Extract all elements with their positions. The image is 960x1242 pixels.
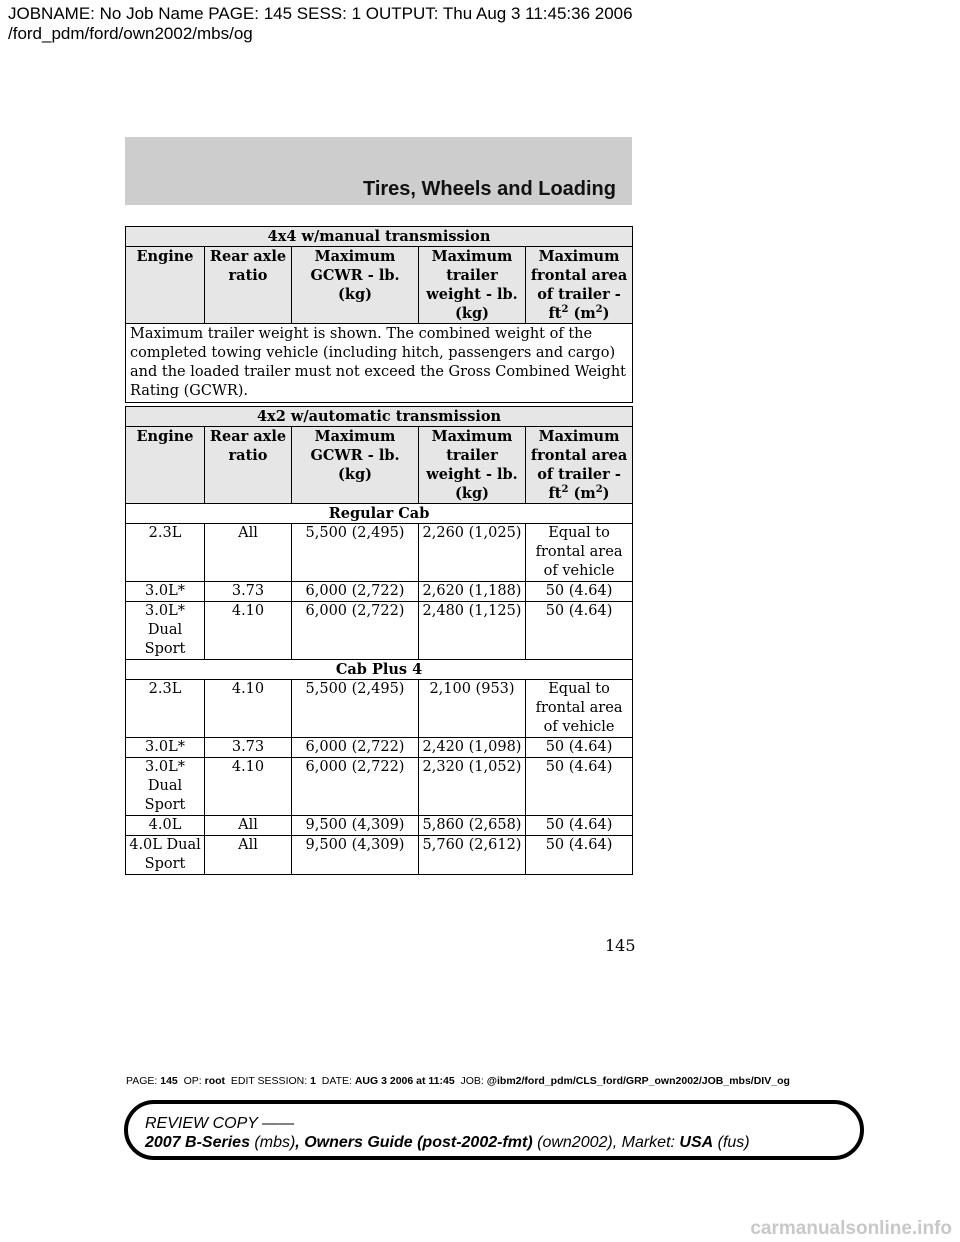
cell-engine: 3.0L* Dual Sport <box>126 602 205 660</box>
cell-frontal-area: 50 (4.64) <box>526 582 633 602</box>
job-header-line1: JOBNAME: No Job Name PAGE: 145 SESS: 1 OUTPUT: Thu Aug 3 11:45:36 2006 <box>8 4 633 23</box>
cell-gcwr: 9,500 (4,309) <box>292 816 419 836</box>
cell-trailer-weight: 2,320 (1,052) <box>419 758 526 816</box>
cell-gcwr: 5,500 (2,495) <box>292 524 419 582</box>
table1-header-engine: Engine <box>126 247 205 324</box>
cell-axle: All <box>205 816 292 836</box>
cell-engine: 4.0L <box>126 816 205 836</box>
table-row <box>126 680 633 738</box>
cell-gcwr: 6,000 (2,722) <box>292 738 419 758</box>
section-header-band <box>125 137 632 205</box>
table1-note: Maximum trailer weight is shown. The combined weight of the completed towing vehicle (including hitch, passengers and cargo) and the loaded trailer must not exceed the Gross Combined Weight Rating (GCWR). <box>126 324 633 403</box>
group-cab-plus-4: Cab Plus 4 <box>126 660 633 680</box>
cell-gcwr: 6,000 (2,722) <box>292 602 419 660</box>
cell-engine: 2.3L <box>126 524 205 582</box>
cell-axle: All <box>205 836 292 875</box>
cell-axle: All <box>205 524 292 582</box>
section-title: Tires, Wheels and Loading <box>362 178 616 200</box>
cell-engine: 4.0L Dual Sport <box>126 836 205 875</box>
table-4x2-automatic <box>125 406 633 875</box>
cell-trailer-weight: 2,260 (1,025) <box>419 524 526 582</box>
review-copy-text <box>145 1114 750 1152</box>
table2-header-trailer-weight: Maximum trailer weight - lb. (kg) <box>419 427 526 504</box>
watermark-logo: carmanualsonline.info <box>750 1218 952 1239</box>
cell-frontal-area: 50 (4.64) <box>526 738 633 758</box>
cell-gcwr: 6,000 (2,722) <box>292 582 419 602</box>
table-row <box>126 758 633 816</box>
cell-engine: 3.0L* <box>126 738 205 758</box>
cell-frontal-area: Equal to frontal area of vehicle <box>526 524 633 582</box>
cell-axle: 3.73 <box>205 582 292 602</box>
table2-header-row <box>126 427 633 504</box>
cell-axle: 4.10 <box>205 602 292 660</box>
table2-header-gcwr: Maximum GCWR - lb. (kg) <box>292 427 419 504</box>
review-copy-label: REVIEW COPY —— <box>145 1115 295 1132</box>
table2-caption: 4x2 w/automatic transmission <box>126 407 633 427</box>
footer-job-info: PAGE: 145 OP: root EDIT SESSION: 1 DATE: AUG 3 2006 at 11:45 JOB: @ibm2/ford_pdm/CLS_ford/GRP_own2002/JOB_mbs/DIV_og <box>126 1075 790 1087</box>
table-row <box>126 524 633 582</box>
cell-trailer-weight: 5,860 (2,658) <box>419 816 526 836</box>
cell-engine: 3.0L* <box>126 582 205 602</box>
group-regular-cab: Regular Cab <box>126 504 633 524</box>
table-row <box>126 582 633 602</box>
table-row <box>126 816 633 836</box>
cell-trailer-weight: 5,760 (2,612) <box>419 836 526 875</box>
cell-trailer-weight: 2,100 (953) <box>419 680 526 738</box>
table1-header-trailer-weight: Maximum trailer weight - lb. (kg) <box>419 247 526 324</box>
cell-engine: 2.3L <box>126 680 205 738</box>
job-header <box>8 4 633 44</box>
table1-header-gcwr: Maximum GCWR - lb. (kg) <box>292 247 419 324</box>
cell-gcwr: 5,500 (2,495) <box>292 680 419 738</box>
table1-caption: 4x4 w/manual transmission <box>126 227 633 247</box>
cell-frontal-area: 50 (4.64) <box>526 836 633 875</box>
cell-frontal-area: 50 (4.64) <box>526 816 633 836</box>
cell-frontal-area: 50 (4.64) <box>526 758 633 816</box>
table2-header-engine: Engine <box>126 427 205 504</box>
cell-frontal-area: Equal to frontal area of vehicle <box>526 680 633 738</box>
cell-gcwr: 9,500 (4,309) <box>292 836 419 875</box>
table1-header-axle: Rear axle ratio <box>205 247 292 324</box>
table1-header-row <box>126 247 633 324</box>
cell-axle: 3.73 <box>205 738 292 758</box>
job-header-line2: /ford_pdm/ford/own2002/mbs/og <box>8 24 253 43</box>
cell-trailer-weight: 2,420 (1,098) <box>419 738 526 758</box>
cell-gcwr: 6,000 (2,722) <box>292 758 419 816</box>
table-row <box>126 738 633 758</box>
cell-trailer-weight: 2,620 (1,188) <box>419 582 526 602</box>
page-number: 145 <box>605 936 636 955</box>
cell-axle: 4.10 <box>205 680 292 738</box>
review-copy-details: 2007 B-Series (mbs), Owners Guide (post-2002-fmt) (own2002), Market: USA (fus) <box>145 1134 750 1151</box>
cell-frontal-area: 50 (4.64) <box>526 602 633 660</box>
table1-header-frontal-area: Maximum frontal area of trailer - $ft^2$ $(m^2)$ <box>526 247 633 324</box>
table2-header-axle: Rear axle ratio <box>205 427 292 504</box>
cell-engine: 3.0L* Dual Sport <box>126 758 205 816</box>
cell-trailer-weight: 2,480 (1,125) <box>419 602 526 660</box>
table-row <box>126 602 633 660</box>
table2-header-frontal-area: Maximum frontal area of trailer - $ft^2$ $(m^2)$ <box>526 427 633 504</box>
cell-axle: 4.10 <box>205 758 292 816</box>
table-row <box>126 836 633 875</box>
table-4x4-manual <box>125 226 633 403</box>
